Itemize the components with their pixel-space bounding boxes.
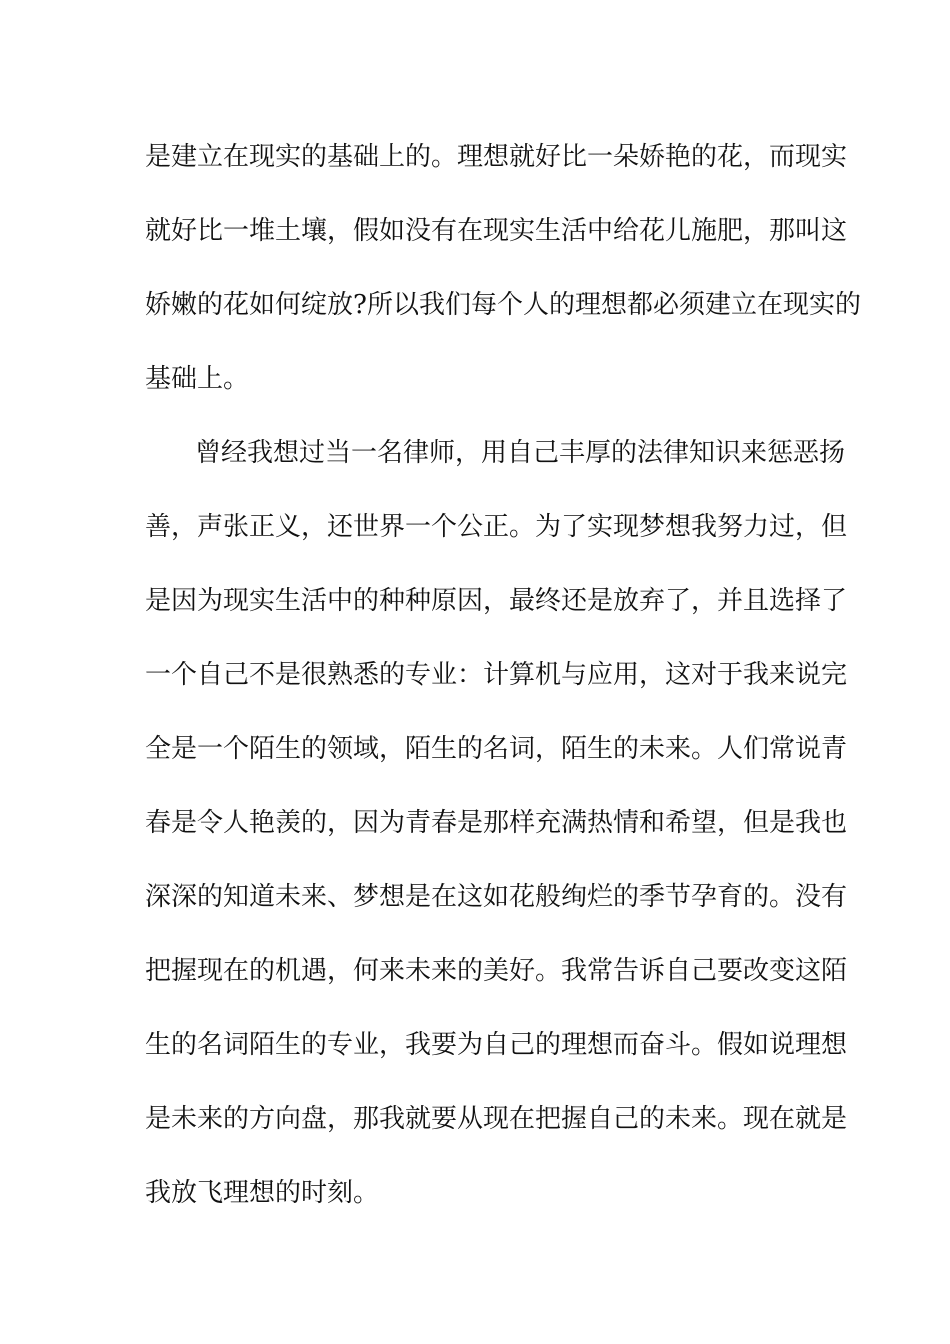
- text-line: 一个自己不是很熟悉的专业：计算机与应用，这对于我来说完: [145, 660, 848, 690]
- text-line: 是未来的方向盘，那我就要从现在把握自己的未来。现在就是: [145, 1104, 848, 1134]
- text-line: 娇嫩的花如何绽放?所以我们每个人的理想都必须建立在现实的: [145, 290, 861, 320]
- text-line: 春是令人艳羡的，因为青春是那样充满热情和希望，但是我也: [145, 808, 848, 838]
- paragraph-first-line: 曾经我想过当一名律师，用自己丰厚的法律知识来惩恶扬: [195, 438, 846, 468]
- text-line: 生的名词陌生的专业，我要为自己的理想而奋斗。假如说理想: [145, 1030, 848, 1060]
- text-line: 是因为现实生活中的种种原因，最终还是放弃了，并且选择了: [145, 586, 848, 616]
- text-line: 基础上。: [145, 364, 250, 394]
- text-line: 就好比一堆土壤，假如没有在现实生活中给花儿施肥，那叫这: [145, 216, 848, 246]
- text-line: 把握现在的机遇，何来未来的美好。我常告诉自己要改变这陌: [145, 956, 848, 986]
- text-line: 善，声张正义，还世界一个公正。为了实现梦想我努力过，但: [145, 512, 848, 542]
- document-body: [145, 120, 861, 1230]
- text-line: 我放飞理想的时刻。: [145, 1178, 380, 1208]
- text-line: 是建立在现实的基础上的。理想就好比一朵娇艳的花，而现实: [145, 142, 848, 172]
- text-line: 全是一个陌生的领域，陌生的名词，陌生的未来。人们常说青: [145, 734, 848, 764]
- text-line: 深深的知道未来、梦想是在这如花般绚烂的季节孕育的。没有: [145, 882, 848, 912]
